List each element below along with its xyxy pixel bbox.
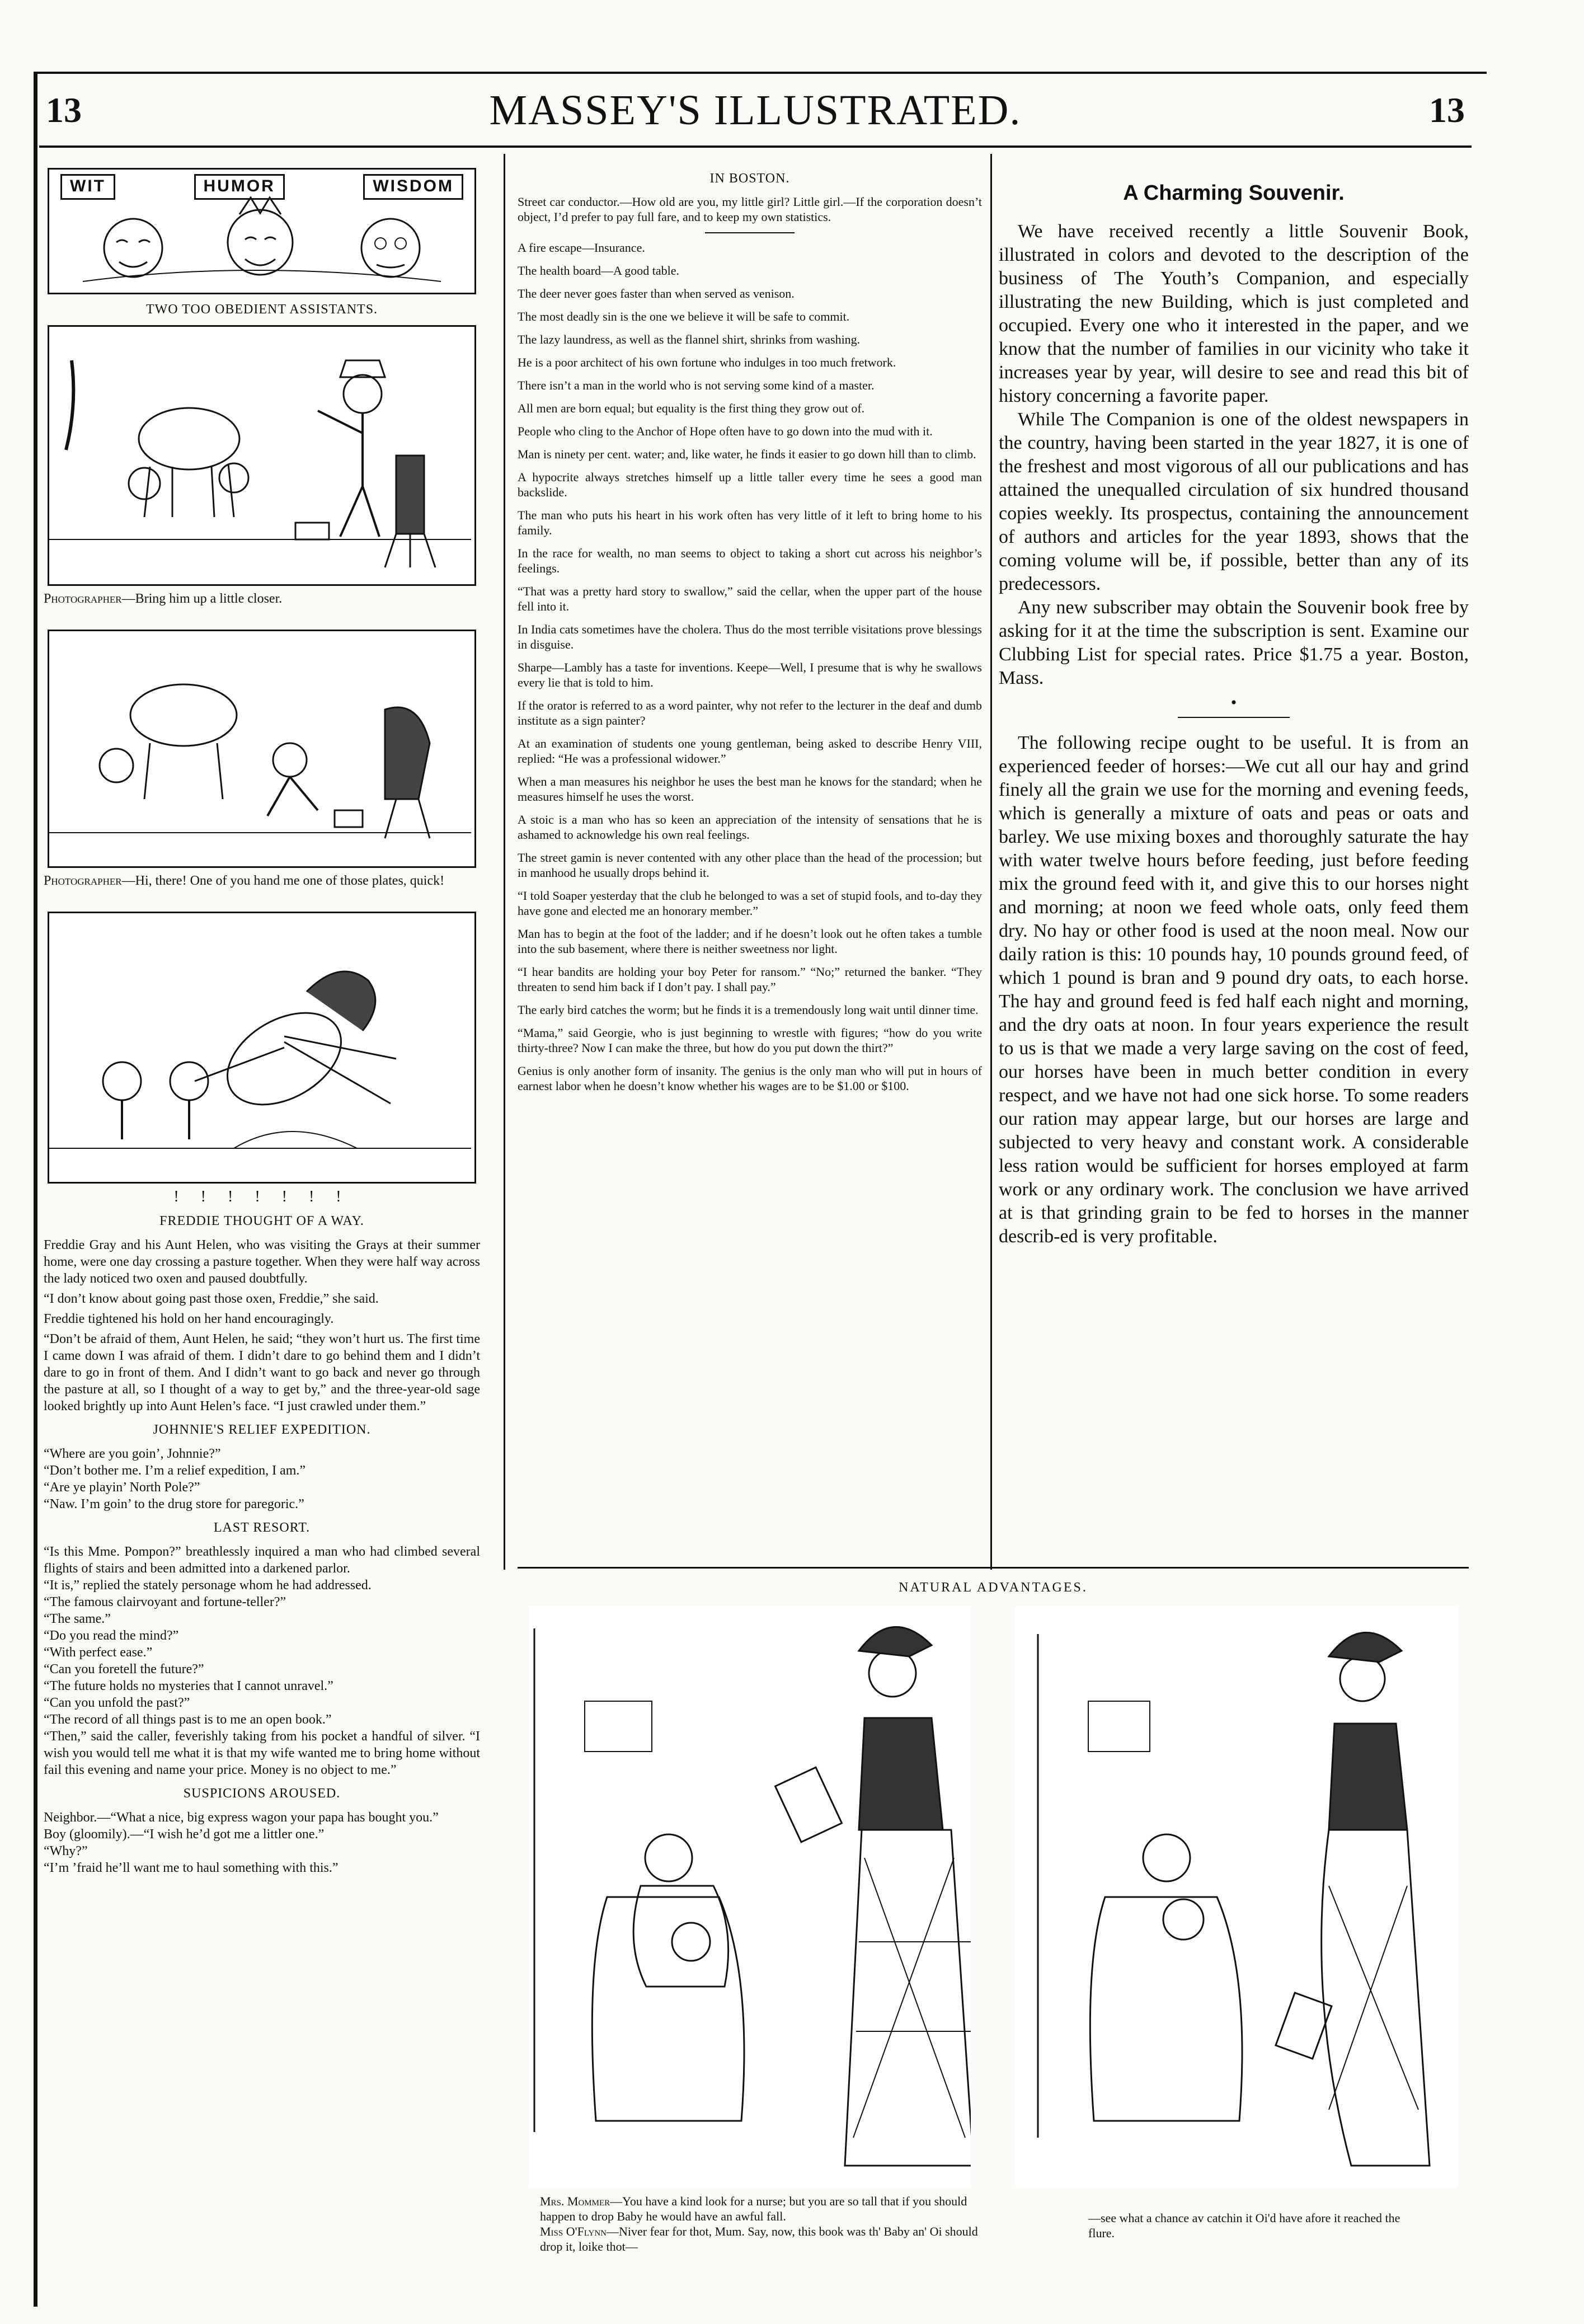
banner-word-humor: HUMOR [194,174,285,200]
caption-text-oflynn: —Niver fear for thot, Mum. Say, now, this book was th' Baby an' Oi should drop it, loike thot— [540,2224,978,2253]
divider [705,232,795,233]
paragraph-item: The most deadly sin is the one we believe it will be safe to commit. [518,309,850,323]
last-resort-para: “With perfect ease.” [44,1645,153,1660]
last-resort-para: “The same.” [44,1612,111,1626]
freddie-para: “I don’t know about going past those oxen, Freddie,” she said. [44,1292,379,1306]
paragraph-item: Sharpe—Lambly has a taste for inventions. Keepe—Well, I presume that is why he swallows every lie that is told to him. [518,660,982,689]
photographer-illustration-3 [48,912,476,1184]
last-resort-para: “Can you unfold the past?” [44,1696,190,1710]
freddie-para: Freddie tightened his hold on her hand encouragingly. [44,1312,334,1326]
in-boston-title: IN BOSTON. [709,171,790,186]
last-resort-para: “The future holds no mysteries that I cannot unravel.” [44,1679,333,1693]
caption-text-mommer: —You have a kind look for a nurse; but you are so tall that if you should happen to drop Baby he would have an awful fall. [540,2194,967,2223]
johnnie-line: “Don’t bother me. I’m a relief expedition, I am.” [44,1463,306,1478]
souvenir-title: A Charming Souvenir. [1123,181,1345,205]
horse-recipe: The following recipe ought to be useful. It is from an experienced feeder of horses:—We cut all our hay and grind finely all the grain we use for the morning and evening feeds, which is generally a mixture of oats and peas or oats and barley. We use mixing boxes and thoroughly saturate the hay with water twelve hours before feeding, just before feeding mix the ground feed with it, and give this to our horses night and morning; at noon we feed whole oats, only feed them dry. No hay or other food is used at the noon meal. Now our daily ration is this: 10 pounds hay, 10 pounds ground feed, of which 1 pound is bran and 9 pound dry oats, to each horse. The hay and ground feed is fed half each night and morning, and the dry oats at noon. In four years experience the result to us is that we made a very large saving on the cost of feed, our horses have been in much better condition in every respect, and we have not had one sick horse. To some readers our ration may appear large, but our horses are large and subjected to very heavy and constant work. A considerable less ration would be sufficient for horses employed at farm work or any ordinary work. The conclusion we have arrived at is that grinding grain to be fed to horses in the manner describ-ed is very profitable. [999,733,1469,1247]
page-header [39,78,1472,148]
paragraph-item: There isn’t a man in the world who is not serving some kind of a master. [518,378,875,392]
paragraph-item: All men are born equal; but equality is the first thing they grow out of. [518,401,865,415]
divider-dot: • [1230,693,1237,712]
paragraph-item: If the orator is referred to as a word painter, why not refer to the lecturer in the deaf and dumb institute as a sign painter? [518,698,982,727]
paragraph-item: “Mama,” said Georgie, who is just beginning to wrestle with figures; “how do you write thirty-three? Now I can make the three, but how do you put down the thirt?” [518,1026,982,1055]
freddie-para: Freddie Gray and his Aunt Helen, who was visiting the Grays at their summer home, were one day crossing a pasture together. When they were half way across the lady noticed two oxen and paused doubtfully. [44,1238,480,1286]
banner-faces-illustration [49,170,471,289]
banner-word-wisdom: WISDOM [363,174,463,200]
paragraph-item: The street gamin is never contented with any other place than the head of the procession; but in manhood he usually drops behind it. [518,851,982,880]
last-resort-para: “Can you foretell the future?” [44,1662,204,1677]
paragraph-item: Man has to begin at the foot of the ladder; and if he doesn’t look out he often takes a tumble into the sub basement, where there is neither sweetness nor light. [518,927,982,956]
souvenir-para-2: While The Companion is one of the oldest newspapers in the country, having been started in the year 1827, it is one of the freshest and most vigorous of all our publications and has attained the unequalled circulation of six hundred thousand copies weekly. Its prospectus, containing the announcement of authors and articles for the year 1893, shows that the coming volume will be, if possible, better than any of its predecessors. [999,409,1469,594]
caption-speaker-mommer: Mrs. Mommer [540,2194,610,2208]
caption2-speaker: Photographer [44,874,122,888]
cartoon-panel-left [529,1606,971,2188]
last-resort-para: “Do you read the mind?” [44,1628,179,1643]
caption1-speaker: Photographer [44,591,122,606]
johnnie-line: “Are ye playin’ North Pole?” [44,1480,200,1495]
wit-humor-wisdom-banner [48,168,476,294]
johnnie-title: JOHNNIE'S RELIEF EXPEDITION. [153,1422,371,1437]
paragraph-item: The man who puts his heart in his work often has very little of it left to bring home to his family. [518,508,982,537]
two-too-title: TWO TOO OBEDIENT ASSISTANTS. [145,302,378,317]
paragraph-item: Genius is only another form of insanity. The genius is the only man who will put in hours of earnest labor when he doesn’t know whether his wages are to be $1.00 or $100. [518,1064,982,1093]
last-resort-para: “The famous clairvoyant and fortune-teller?” [44,1595,286,1609]
paragraph-item: The early bird catches the worm; but he finds it is a tremendously long wait until dinner time. [518,1003,979,1017]
column-rule-1 [504,154,505,1570]
page-number-right: 13 [1429,90,1465,130]
paragraph-item: People who cling to the Anchor of Hope often have to go down into the mud with it. [518,424,933,438]
suspicions-line: Boy (gloomily).—“I wish he’d got me a littler one.” [44,1827,325,1842]
cartoon-title: NATURAL ADVANTAGES. [899,1580,1088,1595]
column-2 [518,168,982,1567]
last-resort-para: “The record of all things past is to me an open book.” [44,1712,332,1727]
suspicions-line: “Why?” [44,1844,88,1858]
souvenir-para-3: Any new subscriber may obtain the Souvenir book free by asking for it at the time the subscription is sent. Examine our Clubbing List for special rates. Price $1.75 a year. Boston, Mass. [999,597,1469,688]
suspicions-line: Neighbor.—“What a nice, big express wagon your papa has bought you.” [44,1810,439,1825]
paragraph-item: When a man measures his neighbor he uses the best man he knows for the standard; when he measures himself he uses the worst. [518,774,982,804]
paragraph-item: The lazy laundress, as well as the flannel shirt, shrinks from washing. [518,332,861,346]
banner-word-wit: WIT [60,174,115,200]
exclamations: ! ! ! ! ! ! ! [173,1188,350,1205]
freddie-para: “Don’t be afraid of them, Aunt Helen, he said; “they won’t hurt us. The first time I came down I was afraid of them. I didn’t dare to go behind them and I didn’t dare to go in front of them. And I didn’t want to go back and never go through the pasture at all, so I thought of a way to get by,” and the three-year-old sage looked brightly up into Aunt Helen’s face. “I just crawled under them.” [44,1332,480,1414]
boston-joke: Street car conductor.—How old are you, my little girl? Little girl.—If the corporation doesn’t object, I’d prefer to pay full fare, and to keep my own statistics. [518,195,982,224]
paragraph-item: A hypocrite always stretches himself up a little taller every time he sees a good man backslide. [518,470,982,499]
paragraph-item: “I hear bandits are holding your boy Peter for ransom.” “No;” returned the banker. “They threaten to send him back if I don’t pay. I shall pay.” [518,965,982,994]
last-resort-para: “Then,” said the caller, feverishly taking from his pocket a handful of silver. “I wish you would tell me what it is that my wife wanted me to bring home without fail this evening and name your price. Money is no object to me.” [44,1729,480,1777]
paragraph-item: The deer never goes faster than when served as venison. [518,287,795,301]
paragraph-item: “That was a pretty hard story to swallow,” said the cellar, when the upper part of the house fell into it. [518,584,982,613]
paragraph-item: At an examination of students one young gentleman, being asked to describe Henry VIII, replied: “He was a professional widower.” [518,736,982,766]
paragraph-item: He is a poor architect of his own fortune who indulges in too much fretwork. [518,355,896,369]
suspicions-title: SUSPICIONS AROUSED. [183,1786,341,1801]
column-1 [44,168,480,2300]
cartoon-caption-left [540,2194,982,2254]
last-resort-para: “Is this Mme. Pompon?” breathlessly inquired a man who had climbed several flights of stairs and been admitted into a darkened parlor. [44,1544,480,1576]
last-resort-title: LAST RESORT. [213,1520,311,1535]
masthead-title: MASSEY'S ILLUSTRATED. [489,87,1022,134]
divider [1178,717,1290,718]
photographer-illustration-1 [48,325,476,586]
paragraph-item: The health board—A good table. [518,264,679,278]
cartoon-top-rule [518,1567,1469,1569]
paragraph-item: A fire escape—Insurance. [518,241,645,255]
freddie-title: FREDDIE THOUGHT OF A WAY. [159,1214,364,1228]
cartoon-caption-right: —see what a chance av catchin it Oi'd have afore it reached the flure. [1088,2211,1400,2240]
paragraph-item: In the race for wealth, no man seems to object to taking a short cut across his neighbor’s feelings. [518,546,982,575]
suspicions-line: “I’m ’fraid he’ll want me to haul something with this.” [44,1861,339,1875]
caption2-text: —Hi, there! One of you hand me one of those plates, quick! [121,874,445,888]
natural-advantages-cartoon [518,1572,1469,2311]
paragraph-item: In India cats sometimes have the cholera. Thus do the most terrible visitations prove blessings in disguise. [518,622,982,651]
paragraph-item: A stoic is a man who has so keen an appreciation of the intensity of sensations that he is ashamed to acknowledge his own real feelings. [518,813,982,842]
page-number-left: 13 [46,90,82,130]
paragraph-item: “I told Soaper yesterday that the club he belonged to was a set of stupid fools, and to-day they have gone and elected me an honorary member.” [518,889,982,918]
johnnie-line: “Where are you goin’, Johnnie?” [44,1447,221,1461]
johnnie-line: “Naw. I’m goin’ to the drug store for paregoric.” [44,1497,304,1511]
last-resort-para: “It is,” replied the stately personage whom he had addressed. [44,1578,372,1593]
paragraph-item: Man is ninety per cent. water; and, like water, he finds it easier to go down hill than to climb. [518,447,976,461]
caption-speaker-oflynn: Miss O'Flynn [540,2224,607,2238]
cartoon-panel-right [1016,1606,1458,2188]
souvenir-para-1: We have received recently a little Souvenir Book, illustrated in colors and devoted to the description of the business of The Youth’s Companion, and especially illustrating the new Building, which is just completed and occupied. Every one who it interested in the paper, and we know that the number of families in our vicinity who take it increases year by year, will desire to see and read this bit of history concerning a favorite paper. [999,221,1469,406]
column-3 [999,168,1469,1567]
photographer-illustration-2 [48,630,476,868]
column-rule-2 [990,154,992,1570]
caption1-text: —Bring him up a little closer. [121,591,283,606]
